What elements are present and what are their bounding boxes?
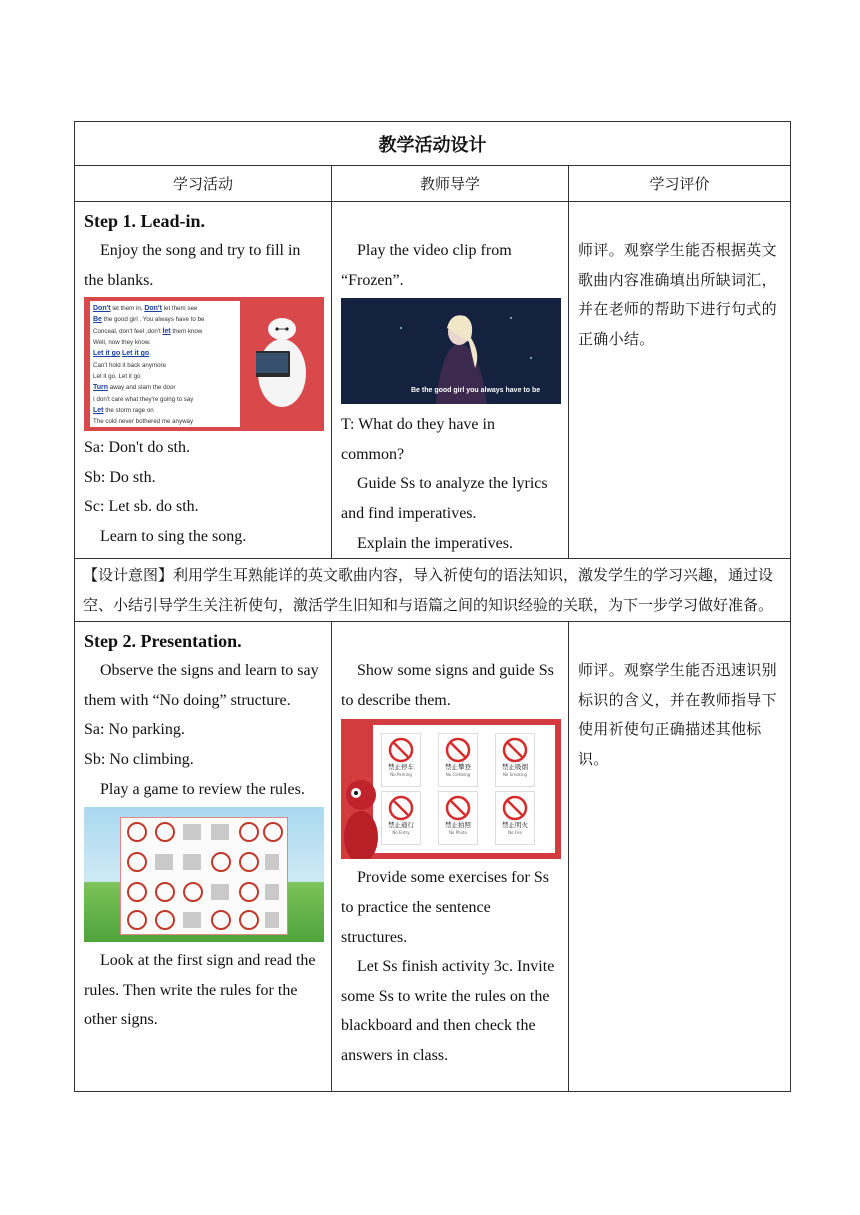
frozen-video-still <box>341 298 561 404</box>
lyric-blank: Don't <box>144 305 162 313</box>
step2-student-line-b: Sb: No climbing. <box>84 750 194 768</box>
prohibition-sign <box>495 733 535 787</box>
lyric-blank: Let it go <box>121 350 150 358</box>
song-lyrics-image <box>84 297 324 431</box>
step2-teacher-exercises: Provide some exercises for Ss to practice the sentence structures. <box>341 869 549 946</box>
step1-activity-cell <box>75 202 332 559</box>
sign-label-en: No Photo <box>448 830 468 836</box>
lyric-text: let them in, <box>110 305 145 313</box>
lyric-line: I don't care what they're going to say <box>93 395 194 403</box>
step1-heading: Step 1. Lead-in. <box>84 211 206 231</box>
lyric-text: . <box>149 350 151 358</box>
activity-design-table <box>74 121 791 1092</box>
step1-teacher-question: T: What do they have in common? <box>341 416 495 463</box>
step2-student-line-a: Sa: No parking. <box>84 721 185 739</box>
red-robot-illustration <box>341 775 381 859</box>
step2-activity-cell <box>75 622 332 1092</box>
lyric-blank: Let <box>93 406 104 414</box>
prohibition-sign <box>381 733 421 787</box>
baymax-robot-illustration <box>256 313 308 413</box>
no-sign-icon <box>502 737 528 763</box>
step2-activity-end: Look at the first sign and read the rules. Then write the rules for the other signs. <box>84 952 316 1029</box>
sign-label-cn: 禁止停车 <box>388 763 414 772</box>
lyric-blank: Let it go <box>93 350 121 358</box>
step1-teacher-explain: Explain the imperatives. <box>357 534 513 552</box>
lyric-line: Can't hold it back anymore <box>93 361 167 369</box>
sign-label-en: No Entry <box>392 830 410 836</box>
lyric-text: away and slam the door <box>108 384 176 392</box>
lyric-text: them know <box>170 327 203 335</box>
sign-label-en: No Climbing <box>445 772 471 778</box>
step1-teacher-guide: Guide Ss to analyze the lyrics and find imperatives. <box>341 475 548 522</box>
lyric-blank: let <box>162 327 171 335</box>
step1-student-line-a: Sa: Don't do sth. <box>84 439 190 457</box>
video-caption: Be the good girl you always have to be <box>411 387 541 395</box>
prohibition-sign <box>381 791 421 845</box>
design-intent: 【设计意图】利用学生耳熟能详的英文歌曲内容，导入祈使句的语法知识，激发学生的学习兴趣，通过设空、小结引导学生关注祈使句，激活学生旧知和与语篇之间的知识经验的关联，为下一步学习做好准备。 <box>75 559 791 622</box>
step1-student-line-b: Sb: Do sth. <box>84 468 156 486</box>
game-board <box>120 817 288 935</box>
sign-label-cn: 禁止拍照 <box>445 821 471 830</box>
lyric-blank: Don't <box>93 305 111 313</box>
sign-label-en: No Smoking <box>502 772 528 778</box>
step1-student-line-c: Sc: Let sb. do sth. <box>84 498 199 516</box>
lyric-line: The cold never bothered me anyway <box>93 418 194 426</box>
prohibition-sign <box>495 791 535 845</box>
sign-label-cn: 禁止通行 <box>388 821 414 830</box>
step1-teacher-cell <box>332 202 569 559</box>
header-teacher-guidance: 教师导学 <box>332 166 569 202</box>
sign-label-en: No Fire <box>508 830 522 836</box>
step1-teacher-intro: Play the video clip from “Frozen”. <box>341 242 512 289</box>
step2-teacher-activity: Let Ss finish activity 3c. Invite some Ss to write the rules on the blackboard and then check the answers in class. <box>341 958 555 1064</box>
lyric-text: Conceal, don't feel ,don't <box>93 327 163 335</box>
step2-teacher-intro: Show some signs and guide Ss to describe them. <box>341 662 554 709</box>
no-sign-icon <box>445 795 471 821</box>
sign-label-cn: 禁止吸烟 <box>502 763 528 772</box>
step2-teacher-cell <box>332 622 569 1092</box>
no-sign-icon <box>445 737 471 763</box>
header-learning-activity: 学习活动 <box>75 166 332 202</box>
prohibition-signs-image <box>341 719 561 859</box>
step1-activity-end: Learn to sing the song. <box>100 527 247 545</box>
table-title: 教学活动设计 <box>75 122 791 166</box>
step1-activity-intro: Enjoy the song and try to fill in the blanks. <box>84 242 301 289</box>
lyric-text: the good girl . You always have to be <box>101 316 205 324</box>
no-sign-icon <box>388 737 414 763</box>
signs-game-image <box>84 807 324 942</box>
prohibition-sign <box>438 733 478 787</box>
prohibition-sign <box>438 791 478 845</box>
lyric-line: Well, now they know. <box>93 339 151 347</box>
sign-label-cn: 禁止明火 <box>502 821 528 830</box>
lyric-blank: Be <box>93 316 102 324</box>
step2-heading: Step 2. Presentation. <box>84 631 242 652</box>
signs-board <box>373 725 555 853</box>
lyric-blank: Turn <box>93 384 109 392</box>
lyric-text: the storm rage on <box>103 406 154 414</box>
lyric-line: Let it go. Let it go <box>93 372 141 380</box>
lyric-text: let them see <box>161 305 198 313</box>
lyrics-sheet <box>90 301 240 427</box>
no-sign-icon <box>502 795 528 821</box>
step2-activity-game: Play a game to review the rules. <box>100 780 305 798</box>
no-sign-icon <box>388 795 414 821</box>
header-learning-evaluation: 学习评价 <box>569 166 791 202</box>
game-sign-grid <box>121 818 287 934</box>
step2-activity-intro: Observe the signs and learn to say them with “No doing” structure. <box>84 662 319 709</box>
step2-evaluation: 师评。观察学生能否迅速识别标识的含义，并在教师指导下使用祈使句正确描述其他标识。 <box>569 622 791 1092</box>
sign-label-en: No Parking <box>390 772 412 778</box>
step1-evaluation: 师评。观察学生能否根据英文歌曲内容准确填出所缺词汇，并在老师的帮助下进行句式的正确小结。 <box>569 202 791 559</box>
sign-grid <box>381 733 551 849</box>
sign-label-cn: 禁止攀登 <box>445 763 471 772</box>
